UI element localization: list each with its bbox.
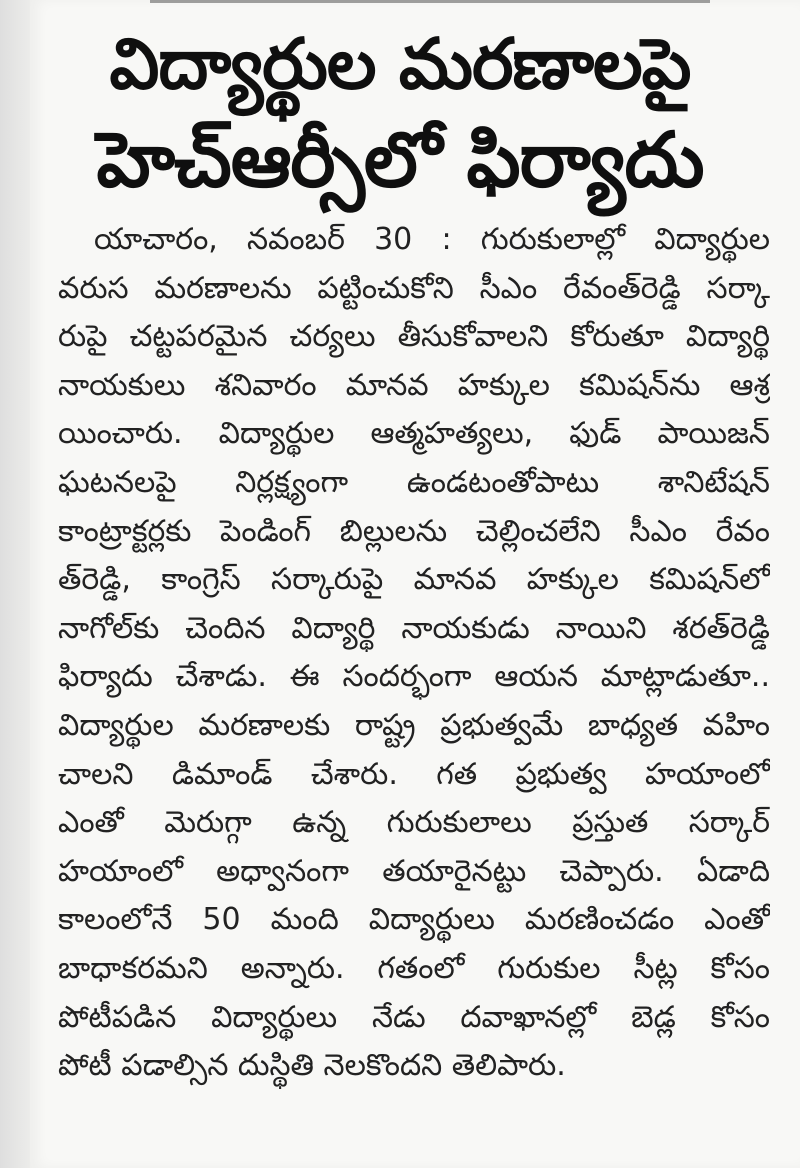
article-line: నాగోల్‌కు చెందిన విద్యార్థి నాయకుడు నాయిని శరత్‌రెడ్డి [58, 610, 770, 646]
article-line: పోటీపడిన విద్యార్థులు నేడు దవాఖానల్లో బెడ్ల కోసం [58, 999, 770, 1035]
article-line: యాచారం, నవంబర్ 30 : గురుకులాల్లో విద్యార్థుల [94, 222, 770, 257]
headline-line-1: విద్యార్థుల మరణాలపై [109, 23, 691, 105]
article-line: హయాంలో అధ్వానంగా తయారైనట్టు చెప్పారు. ఏడాది [58, 853, 770, 889]
article-line: ఎంతో మెరుగ్గా ఉన్న గురుకులాలు ప్రస్తుత సర్కార్ [58, 805, 770, 841]
article-line: యించారు. విద్యార్థుల ఆత్మహత్యలు, ఫుడ్ పాయిజన్ [58, 416, 770, 452]
article-line: రుపై చట్టపరమైన చర్యలు తీసుకోవాలని కోరుతూ విద్యార్థి [58, 319, 770, 355]
article-line: ఫిర్యాదు చేశాడు. ఈ సందర్భంగా ఆయన మాట్లాడుతూ.. [58, 659, 770, 695]
article-line: త్‌రెడ్డి, కాంగ్రెస్ సర్కారుపై మానవ హక్కుల కమిషన్‌లో [58, 562, 770, 598]
article-line: బాధాకరమని అన్నారు. గతంలో గురుకుల సీట్ల కోసం [58, 950, 770, 986]
article-line: చాలని డిమాండ్ చేశారు. గత ప్రభుత్వ హయాంలో [58, 756, 770, 792]
clipping-top-edge [150, 0, 710, 11]
article-line: కాలంలోనే 50 మంది విద్యార్థులు మరణించడం ఎంతో [58, 902, 770, 938]
article-line: కాంట్రాక్టర్లకు పెండింగ్ బిల్లులను చెల్లించలేని సీఎం రేవం [58, 513, 770, 549]
article-line: విద్యార్థుల మరణాలకు రాష్ట్ర ప్రభుత్వమే బాధ్యత వహిం [58, 707, 770, 743]
article-body [58, 216, 770, 1091]
article-line: నాయకులు శనివారం మానవ హక్కుల కమిషన్‌ను ఆశ్ర [58, 367, 770, 403]
article-line: వరుస మరణాలను పట్టించుకోని సీఎం రేవంత్‌రెడ్డి సర్కా [58, 270, 770, 306]
article-line: ఘటనలపై నిర్లక్ష్యంగా ఉండటంతోపాటు శానిటేషన్ [58, 464, 770, 500]
article-line: పోటీ పడాల్సిన దుస్థితి నెలకొందని తెలిపారు. [58, 1048, 566, 1084]
headline-line-2: హెచ్ఆర్సీలో ఫిర్యాదు [96, 115, 704, 204]
